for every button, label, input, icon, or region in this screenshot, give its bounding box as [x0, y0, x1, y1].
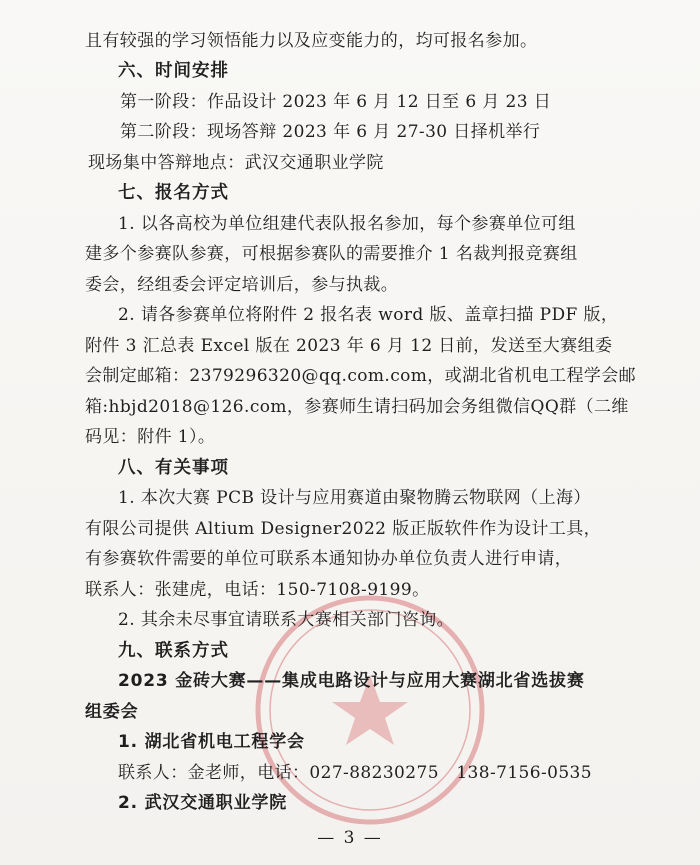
- text-line: 且有较强的学习领悟能力以及应变能力的，均可报名参加。: [85, 31, 538, 51]
- contact-person-1: 联系人：金老师，电话：027-88230275 138-7156-0535: [118, 762, 592, 783]
- contact-org-2: 2. 武汉交通职业学院: [118, 793, 288, 813]
- text-line: 有限公司提供 Altium Designer2022 版正版软件作为设计工具，: [85, 518, 601, 539]
- section-heading-schedule: 六、时间安排: [118, 61, 229, 82]
- text-line: 2. 其余未尽事宜请联系大赛相关部门咨询。: [118, 610, 455, 631]
- text-line: 2. 请各参赛单位将附件 2 报名表 word 版、盖章扫描 PDF 版，: [118, 305, 619, 326]
- page-number: — 3 —: [317, 828, 383, 848]
- text-line: 有参赛软件需要的单位可联系本通知协办单位负责人进行申请，: [85, 549, 573, 570]
- section-heading-notes: 八、有关事项: [118, 457, 229, 478]
- organizer-name-cont: 组委会: [85, 701, 139, 722]
- text-line: 联系人：张建虎，电话：150-7108-9199。: [85, 579, 430, 600]
- text-line: 委会，经组委会评定培训后，参与执裁。: [85, 274, 399, 295]
- section-heading-contact: 九、联系方式: [118, 640, 229, 661]
- contact-org-1: 1. 湖北省机电工程学会: [118, 732, 305, 753]
- text-line: 第一阶段：作品设计 2023 年 6 月 12 日至 6 月 23 日: [120, 91, 552, 112]
- text-line: 附件 3 汇总表 Excel 版在 2023 年 6 月 12 日前，发送至大赛组委: [85, 335, 613, 356]
- text-line: 箱:hbjd2018@126.com，参赛师生请扫码加会务组微信QQ群（二维: [85, 396, 629, 417]
- text-line: 第二阶段：现场答辩 2023 年 6 月 27-30 日择机举行: [120, 122, 541, 143]
- text-line: 建多个参赛队参赛，可根据参赛队的需要推介 1 名裁判报竞赛组: [85, 244, 578, 265]
- text-line: 码见：附件 1）。: [85, 427, 216, 448]
- organizer-name: 2023 金砖大赛——集成电路设计与应用大赛湖北省选拔赛: [118, 671, 585, 692]
- text-line: 1. 以各高校为单位组建代表队报名参加，每个参赛单位可组: [118, 213, 576, 234]
- section-heading-registration: 七、报名方式: [118, 183, 229, 204]
- text-line: 现场集中答辩地点：武汉交通职业学院: [88, 152, 384, 173]
- text-line: 1. 本次大赛 PCB 设计与应用赛道由聚物腾云物联网（上海）: [118, 488, 591, 509]
- text-line: 会制定邮箱：2379296320@qq.com.com，或湖北省机电工程学会邮: [85, 366, 637, 387]
